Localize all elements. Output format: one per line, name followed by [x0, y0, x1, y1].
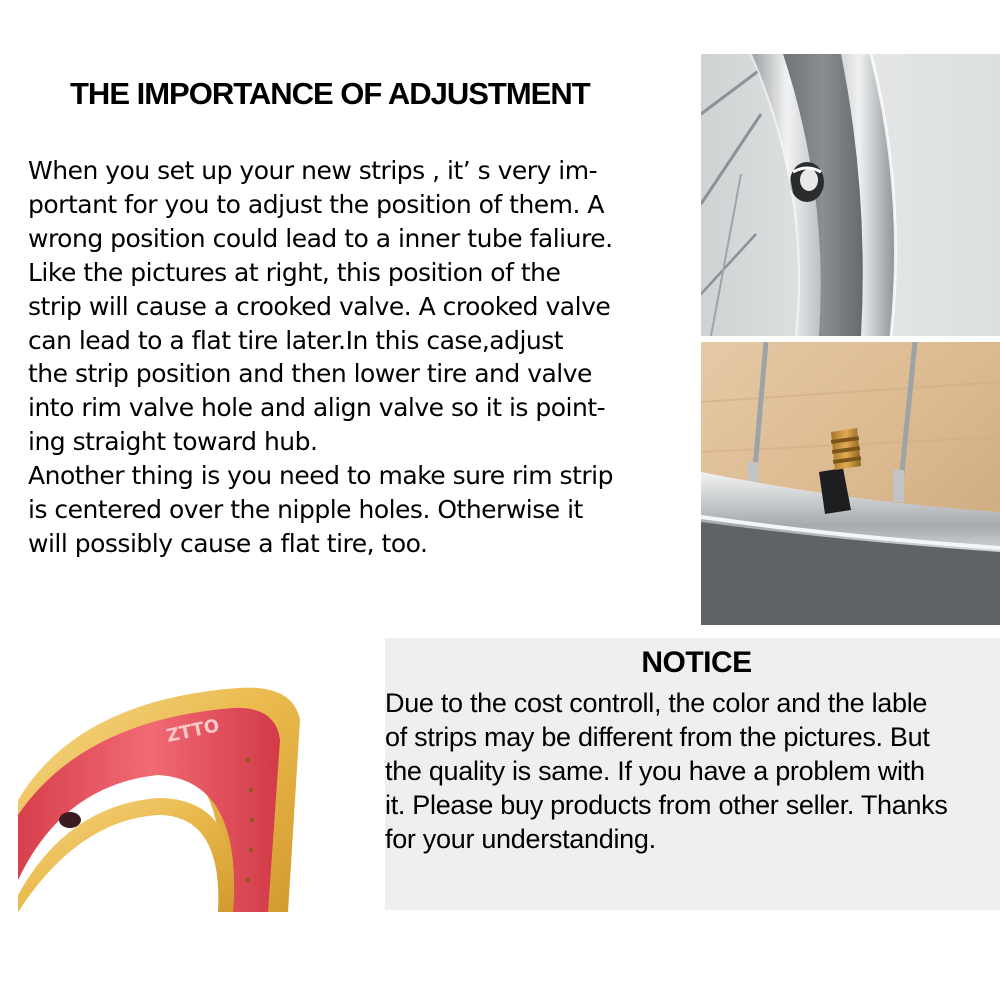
paragraph-line: When you set up your new strips , it’ s very im- — [28, 156, 598, 185]
notice-line: of strips may be different from the pictures. But — [385, 722, 930, 752]
rim-valve-hole-photo — [701, 54, 1000, 336]
adjustment-paragraph — [28, 154, 653, 561]
notice-line: the quality is same. If you have a problem with — [385, 756, 925, 786]
paragraph-line: can lead to a flat tire later.In this case,adjust — [28, 325, 564, 355]
crooked-valve-photo — [701, 342, 1000, 625]
paragraph-line: strip will cause a crooked valve. A crooked valve — [28, 291, 611, 321]
notice-line: for your understanding. — [385, 824, 656, 854]
paragraph-line: Another thing is you need to make sure rim strip — [28, 461, 613, 491]
strip-brand-mark: ZTTO — [164, 715, 222, 747]
paragraph-line: wrong position could lead to a inner tube faliure. — [28, 223, 613, 253]
notice-line: it. Please buy products from other seller. Thanks — [385, 790, 948, 820]
paragraph-line: Like the pictures at right, this position of the — [28, 257, 561, 287]
notice-title: NOTICE — [641, 646, 752, 679]
paragraph-line: will possibly cause a flat tire, too. — [28, 528, 428, 558]
page-heading: THE IMPORTANCE OF ADJUSTMENT — [70, 76, 590, 111]
paragraph-line: is centered over the nipple holes. Otherwise it — [28, 495, 583, 525]
paragraph-line: portant for you to adjust the position of them. A — [28, 189, 605, 219]
notice-line: Due to the cost controll, the color and the lable — [385, 688, 928, 718]
paragraph-line: into rim valve hole and align valve so it is point- — [28, 393, 606, 423]
notice-text — [385, 686, 1000, 856]
red-rim-strip-photo — [18, 680, 308, 912]
paragraph-line: ing straight toward hub. — [28, 427, 318, 457]
notice-box — [385, 638, 1000, 910]
paragraph-line: the strip position and then lower tire and valve — [28, 359, 592, 389]
